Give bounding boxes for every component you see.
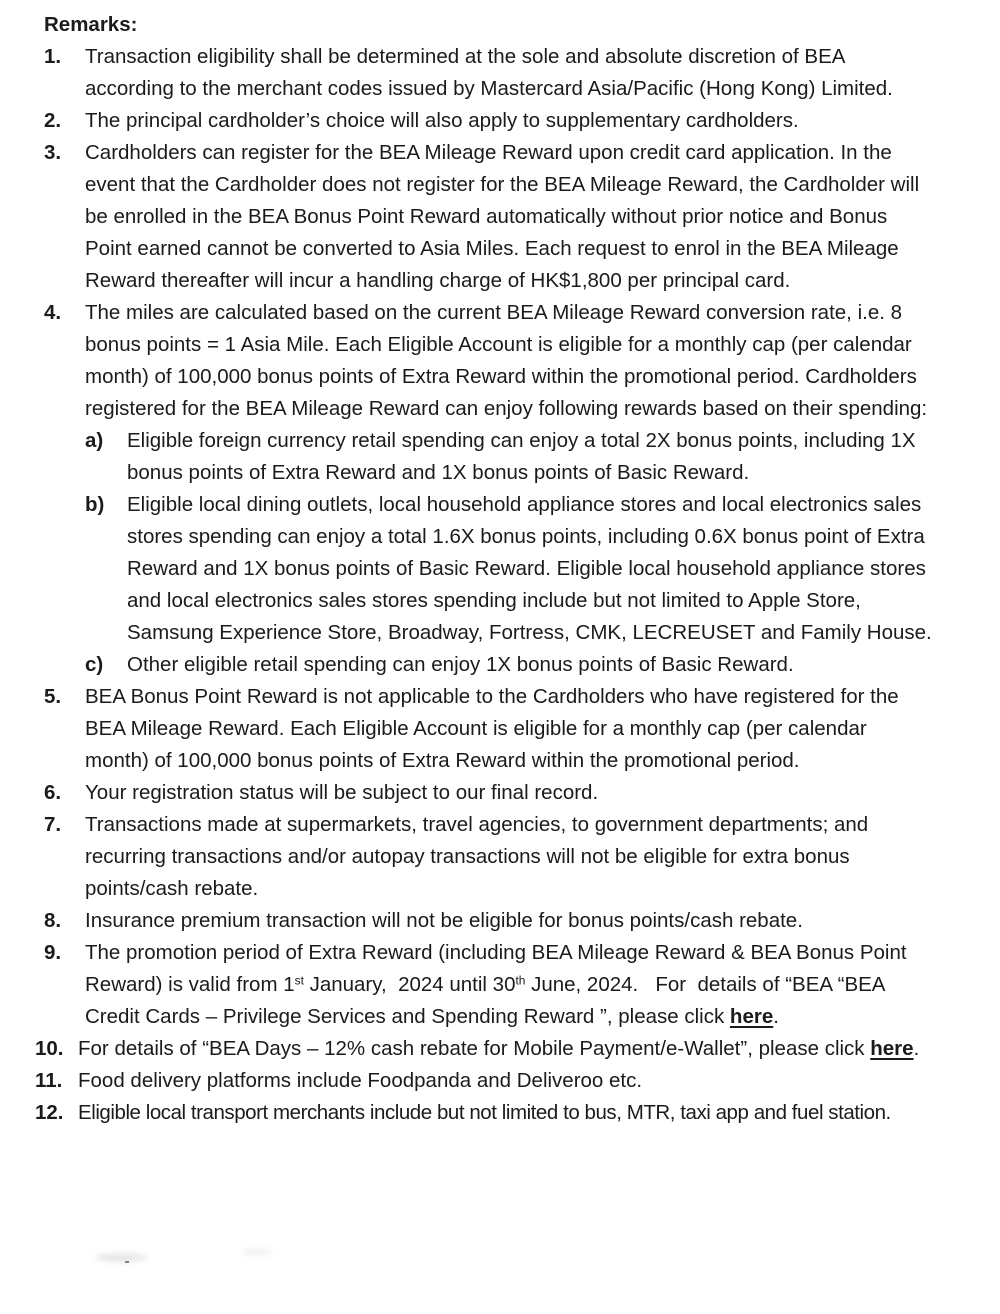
remark-item-marker: c) [85,653,104,676]
remark-item-marker: 8. [44,909,62,932]
remark-item-text [85,41,936,105]
remark-text-segment: . [773,1005,779,1028]
remark-item-marker: 9. [44,941,62,964]
remark-item-8 [44,905,936,937]
page-title: Remarks: [44,13,138,36]
ordinal-suffix: th [515,973,526,988]
remark-item-text [127,649,936,681]
remark-text-segment: BEA Bonus Point Reward is not applicable to the Cardholders who have registered for the BEA Mileage Reward. Each Eligible Account is eligible for a monthly cap (per calendar month) of 100,000 bonus points of Extra Reward within the promotional period. [85,685,905,772]
remark-item-marker: a) [85,429,104,452]
remark-item-c [85,649,936,681]
remark-item-text [85,777,936,809]
remark-text-segment: Transactions made at supermarkets, travel agencies, to government departments; and recurring transactions and/or autopay transactions will not be eligible for extra bonus points/cash rebate. [85,813,874,900]
remark-item-marker: 3. [44,141,62,164]
remark-text-segment: Cardholders can register for the BEA Mileage Reward upon credit card application. In the event that the Cardholder does not register for the BEA Mileage Reward, the Cardholder will be enrolled in the BEA Bonus Point Reward automatically without prior notice and Bonus Point earned cannot be converted to Asia Miles. Each request to enrol in the BEA Mileage Reward thereafter will incur a handling charge of HK$1,800 per principal card. [85,141,925,292]
remark-item-3 [44,137,936,297]
remark-item-marker: 10. [35,1037,64,1060]
remark-item-text [85,681,936,777]
remark-text-segment: Other eligible retail spending can enjoy 1X bonus points of Basic Reward. [127,653,794,676]
remark-text-segment: For details of “BEA Days – 12% cash rebate for Mobile Payment/e-Wallet”, please click [78,1037,871,1060]
remark-text-segment: The promotion period of Extra Reward (including BEA Mileage Reward & BEA Bonus Point Reward) is valid from 1 [85,941,913,996]
remark-item-marker: b) [85,493,105,516]
remark-item-9 [44,937,936,1033]
remark-item-marker: 7. [44,813,62,836]
remark-text-segment: January, 2024 until 30 [303,973,516,996]
remark-text-segment: Insurance premium transaction will not be eligible for bonus points/cash rebate. [85,909,803,932]
remark-item-marker: 11. [35,1069,63,1092]
remark-item-text [127,425,936,489]
remark-item-text [85,137,936,297]
remark-text-segment: June, 2024. For details of “BEA “BEA Credit Cards – Privilege Services and Spending Reward ”, please click [85,973,896,1028]
remark-item-text [85,297,936,425]
print-artifact [95,1253,147,1262]
remark-item-marker: 2. [44,109,62,132]
remark-item-text [85,105,936,137]
remark-text-segment: Food delivery platforms include Foodpanda and Deliveroo etc. [78,1069,643,1092]
remark-item-10 [35,1033,936,1065]
remark-item-4 [44,297,936,425]
remark-text-segment: . [913,1037,920,1060]
remark-item-text [127,489,936,649]
remark-item-text [78,1097,936,1129]
remark-item-text [78,1033,936,1065]
remark-text-segment: Your registration status will be subject to our final record. [85,781,599,804]
remark-text-segment: The miles are calculated based on the current BEA Mileage Reward conversion rate, i.e. 8 bonus points = 1 Asia Mile. Each Eligible Account is eligible for a monthly cap (per calendar month) of 100,000 bonus points of Extra Reward within the promotional period. Cardholders registered for the BEA Mileage Reward can enjoy following rewards based on their spending: [85,301,928,420]
remark-item-marker: 1. [44,45,62,68]
remark-item-marker: 4. [44,301,62,324]
remark-text-segment: Transaction eligibility shall be determined at the sole and absolute discretion of BEA according to the merchant codes issued by Mastercard Asia/Pacific (Hong Kong) Limited. [85,45,893,100]
remark-item-6 [44,777,936,809]
remark-item-12 [35,1097,936,1129]
remark-text-segment: Eligible local dining outlets, local household appliance stores and local electronics sales stores spending can enjoy a total 1.6X bonus points, including 0.6X bonus point of Extra Reward and 1X bonus points of Basic Reward. Eligible local household appliance stores and local electronics sales stores spending include but not limited to Apple Store, Samsung Experience Store, Broadway, Fortress, CMK, LECREUSET and Family House. [127,493,932,644]
remark-item-marker: 12. [35,1101,64,1124]
remark-item-marker: 5. [44,685,62,708]
remarks-list [35,41,936,1129]
here-link[interactable]: here [870,1037,914,1060]
remark-item-marker: 6. [44,781,62,804]
remark-item-5 [44,681,936,777]
remark-item-1 [44,41,936,105]
remark-text-segment: Eligible foreign currency retail spending can enjoy a total 2X bonus points, including 1X bonus points of Extra Reward and 1X bonus points of Basic Reward. [127,429,922,484]
ordinal-suffix: st [294,973,304,988]
remark-text-segment: Eligible local transport merchants include but not limited to bus, MTR, taxi app and fuel station. [78,1101,891,1124]
remark-item-b [85,489,936,649]
print-artifact [242,1249,272,1255]
remark-item-11 [35,1065,936,1097]
remark-item-2 [44,105,936,137]
remark-item-text [78,1065,936,1097]
remark-text-segment: The principal cardholder’s choice will also apply to supplementary cardholders. [85,109,799,132]
remark-item-text [85,937,936,1033]
print-artifact-dot [125,1261,129,1263]
here-link[interactable]: here [729,1005,774,1028]
remark-item-text [85,905,936,937]
remark-item-text [85,809,936,905]
remark-item-a [85,425,936,489]
remark-item-7 [44,809,936,905]
